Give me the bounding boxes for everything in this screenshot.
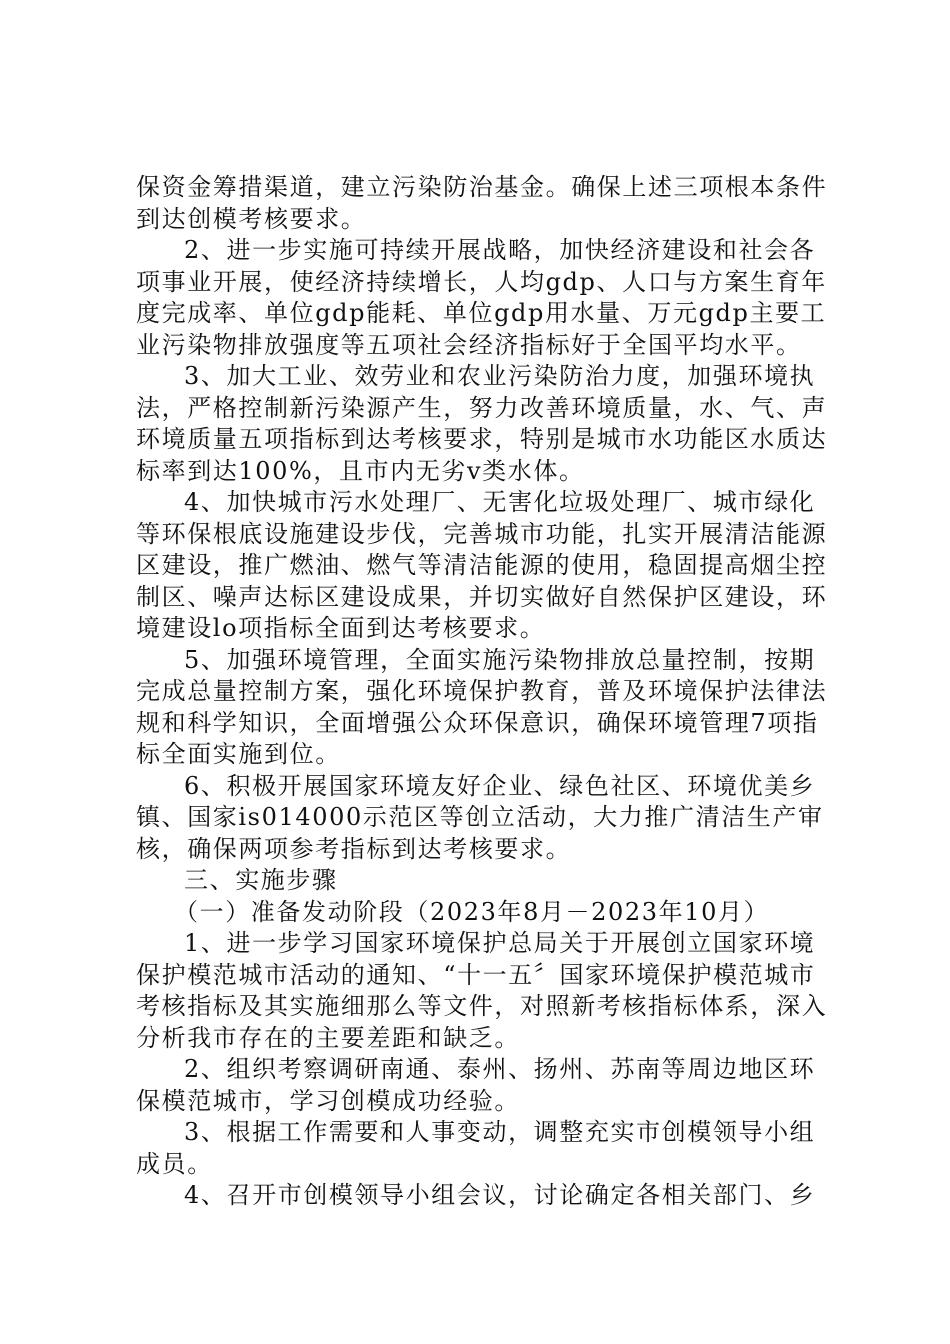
text-line: 成员。: [136, 1149, 213, 1178]
text-line: 3、根据工作需要和人事变动，调整充实市创模领导小组: [184, 1118, 816, 1146]
text-line: 分析我市存在的主要差距和缺乏。: [136, 1023, 520, 1052]
text-line: 区建设，推广燃油、燃气等清洁能源的使用，稳固提高烟尘控: [136, 551, 828, 579]
text-line: 规和科学知识，全面增强公众环保意识，确保环境管理7项指: [136, 708, 819, 737]
text-line: 4、加快城市污水处理厂、无害化垃圾处理厂、城市绿化: [184, 488, 816, 516]
text-line: 项事业开展，使经济持续增长，人均gdp、人口与方案生育年: [136, 267, 827, 296]
text-line: 到达创模考核要求。: [136, 204, 367, 233]
text-line: 度完成率、单位gdp能耗、单位gdp用水量、万元gdp主要工: [136, 299, 827, 327]
document-body: [136, 172, 828, 1212]
text-line: 5、加强环境管理，全面实施污染物排放总量控制，按期: [184, 645, 816, 674]
text-line: 标全面实施到位。: [136, 740, 341, 768]
text-line: 制区、噪声达标区建设成果，并切实做好自然保护区建设，环: [136, 582, 828, 611]
text-line: 保资金筹措渠道，建立污染防治基金。确保上述三项根本条件: [136, 173, 828, 201]
section-heading: 三、实施步骤: [184, 866, 338, 894]
text-line: 等环保根底设施建设步伐，完善城市功能，扎实开展清洁能源: [136, 519, 828, 548]
text-line: 境建设lo项指标全面到达考核要求。: [136, 614, 546, 642]
text-line: 4、召开市创模领导小组会议，讨论确定各相关部门、乡: [184, 1181, 816, 1209]
text-line: 核，确保两项参考指标到达考核要求。: [136, 834, 572, 863]
text-line: 保模范城市，学习创模成功经验。: [136, 1086, 520, 1115]
text-line: 法，严格控制新污染源产生，努力改善环境质量，水、气、声: [136, 393, 828, 422]
text-line: 业污染物排放强度等五项社会经济指标好于全国平均水平。: [136, 330, 802, 359]
text-line: 完成总量控制方案，强化环境保护教育，普及环境保护法律法: [136, 677, 828, 705]
text-line: 2、组织考察调研南通、泰州、扬州、苏南等周边地区环: [184, 1055, 816, 1083]
text-line: 环境质量五项指标到达考核要求，特别是城市水功能区水质达: [136, 425, 828, 453]
text-line: 6、积极开展国家环境友好企业、绿色社区、环境优美乡: [184, 771, 816, 800]
subsection-heading: （一）准备发动阶段（2023年8月－2023年10月）: [174, 897, 770, 926]
text-line: 2、进一步实施可持续开展战略，加快经济建设和社会各: [184, 236, 816, 264]
text-line: 镇、国家is014000示范区等创立活动，大力推广清洁生产审: [136, 803, 824, 831]
text-line: 1、进一步学习国家环境保护总局关于开展创立国家环境: [184, 929, 816, 957]
text-line: 3、加大工业、效劳业和农业污染防治力度，加强环境执: [184, 362, 816, 390]
text-line: 保护模范城市活动的通知、“十一五〞国家环境保护模范城市: [136, 960, 816, 989]
text-line: 考核指标及其实施细那么等文件，对照新考核指标体系，深入: [136, 992, 828, 1020]
text-line: 标率到达100%，且市内无劣v类水体。: [136, 456, 585, 485]
